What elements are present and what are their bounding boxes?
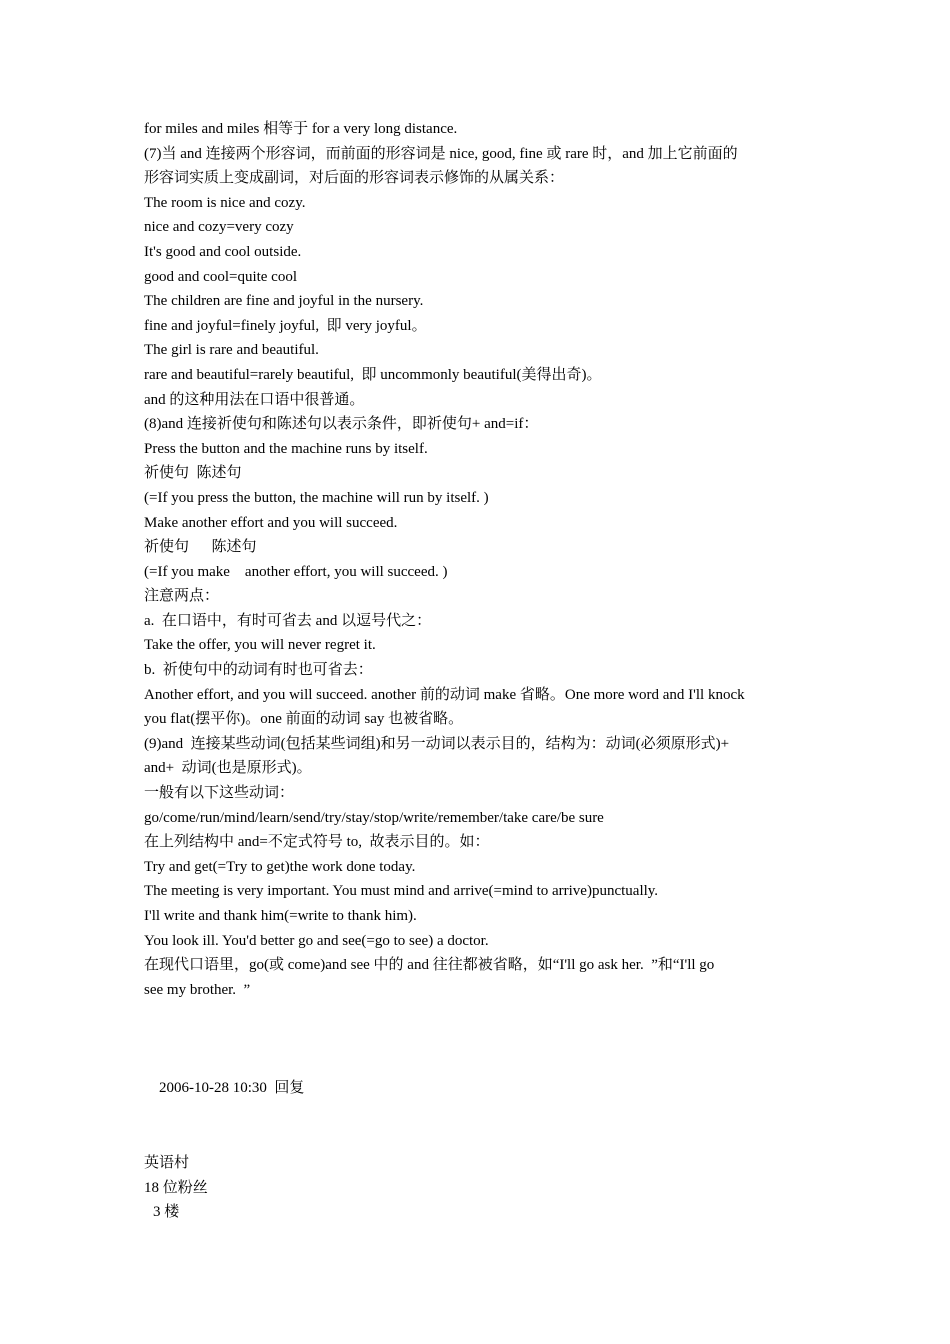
document-body: [144, 117, 816, 1225]
username[interactable]: 英语村: [144, 1155, 190, 1172]
text-line: rare and beautiful=rarely beautiful, 即 uncommonly beautiful(美得出奇)。: [144, 366, 602, 383]
text-line: (9)and 连接某些动词(包括某些词组)和另一动词以表示目的，结构为：动词(必须原形式)+: [144, 735, 730, 752]
text-line: (7)当 and 连接两个形容词，而前面的形容词是 nice, good, fine 或 rare 时，and 加上它前面的: [144, 145, 738, 162]
text-line: and 的这种用法在口语中很普通。: [144, 391, 365, 408]
text-line: and+ 动词(也是原形式)。: [144, 760, 312, 777]
spacer: [144, 1002, 816, 1051]
text-line: fine and joyful=finely joyful, 即 very joyful。: [144, 317, 427, 334]
text-line: (=If you press the button, the machine will run by itself. ): [144, 489, 489, 506]
text-line: (=If you make another effort, you will succeed. ): [144, 563, 448, 580]
spacer: [144, 1125, 816, 1151]
text-line: go/come/run/mind/learn/send/try/stay/stop/write/remember/take care/be sure: [144, 809, 604, 826]
text-line: The children are fine and joyful in the nursery.: [144, 293, 424, 310]
floor-number: 3 楼: [153, 1204, 180, 1221]
text-line: for miles and miles 相等于 for a very long distance.: [144, 121, 458, 137]
text-line: 一般有以下这些动词：: [144, 785, 295, 802]
text-line: Another effort, and you will succeed. another 前的动词 make 省略。One more word and I'll knock: [144, 686, 745, 703]
post-timestamp: 2006-10-28 10:30: [159, 1079, 267, 1096]
text-line: The room is nice and cozy.: [144, 194, 306, 211]
text-line: The meeting is very important. You must mind and arrive(=mind to arrive)punctually.: [144, 883, 659, 900]
text-line: 形容词实质上变成副词，对后面的形容词表示修饰的从属关系：: [144, 170, 565, 187]
text-line: you flat(摆平你)。one 前面的动词 say 也被省略。: [144, 711, 464, 728]
text-line: (8)and 连接祈使句和陈述句以表示条件，即祈使句+ and=if：: [144, 416, 539, 433]
text-line: 在现代口语里，go(或 come)and see 中的 and 往往都被省略，如“I'll go ask her. ”和“I'll go: [144, 957, 715, 974]
text-line: 在上列结构中 and=不定式符号 to, 故表示目的。如：: [144, 834, 490, 851]
reply-link[interactable]: 回复: [274, 1079, 305, 1096]
text-line: 祈使句 陈述句: [144, 539, 257, 556]
fan-count: 18 位粉丝: [144, 1179, 208, 1196]
text-line: The girl is rare and beautiful.: [144, 342, 319, 359]
text-line: Press the button and the machine runs by itself.: [144, 440, 428, 457]
text-line: Make another effort and you will succeed.: [144, 514, 398, 531]
text-line: b. 祈使句中的动词有时也可省去：: [144, 662, 373, 679]
text-line: 祈使句 陈述句: [144, 465, 242, 482]
text-line: 注意两点：: [144, 588, 220, 605]
text-line: Try and get(=Try to get)the work done today.: [144, 858, 416, 875]
content-lines: [144, 117, 816, 1002]
text-line: Take the offer, you will never regret it.: [144, 637, 376, 654]
text-line: It's good and cool outside.: [144, 243, 302, 260]
text-line: nice and cozy=very cozy: [144, 219, 294, 236]
post-meta: [144, 1051, 816, 1125]
text-line: You look ill. You'd better go and see(=go to see) a doctor.: [144, 932, 489, 949]
text-line: I'll write and thank him(=write to thank him).: [144, 908, 417, 924]
text-line: good and cool=quite cool: [144, 268, 298, 285]
text-line: see my brother. ”: [144, 981, 251, 998]
text-line: a. 在口语中，有时可省去 and 以逗号代之：: [144, 612, 432, 629]
